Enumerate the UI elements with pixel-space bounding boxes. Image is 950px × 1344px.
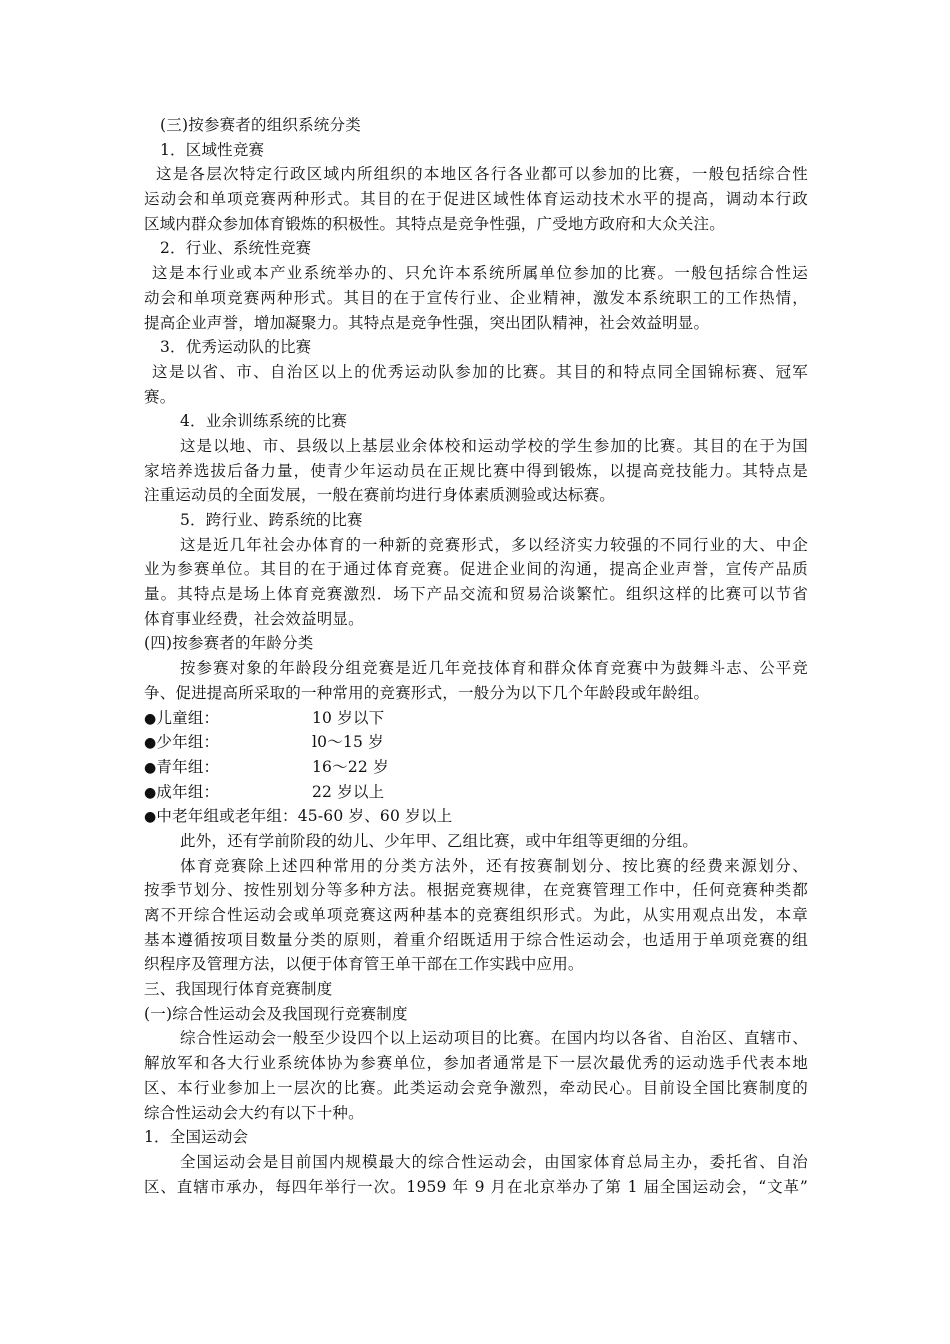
age-group-range: 16～22 岁: [312, 757, 389, 776]
bullet-icon: ●: [144, 759, 157, 776]
text-line: 区、直辖市承办，每四年举行一次。1959 年 9 月在北京举办了第 1 届全国运动会，“文革”: [144, 1177, 808, 1196]
text-block-organization: [144, 113, 808, 706]
text-line: 这是以省、市、自治区以上的优秀运动队参加的比赛。其目的和特点同全国锦标赛、冠军: [152, 362, 808, 381]
text-line: 按季节划分、按性别划分等多种方法。根据竞赛规律，在竞赛管理工作中，任何竞赛种类都: [144, 881, 808, 900]
age-group-label: 青年组：: [156, 757, 220, 776]
age-group-list: [144, 706, 808, 829]
bullet-icon: ●: [144, 809, 157, 826]
age-group-label-wrap: [144, 706, 312, 731]
text-line: 提高企业声誉，增加凝聚力。其特点是竞争性强，突出团队精神，社会效益明显。: [144, 313, 710, 332]
age-group-label: 中老年组或老年组：45-60 岁、60 岁以上: [156, 807, 453, 826]
text-line: 体育事业经费，社会效益明显。: [144, 609, 364, 628]
text-line: 综合性运动会一般至少设四个以上运动项目的比赛。在国内均以各省、自治区、直辖市、: [180, 1029, 808, 1048]
text-line: 1．区域性竞赛: [160, 140, 265, 159]
age-group-label-wrap: [144, 730, 312, 755]
age-group-item: [144, 780, 808, 805]
text-line: 全国运动会是目前国内规模最大的综合性运动会，由国家体育总局主办，委托省、自治: [180, 1152, 808, 1171]
text-line: 这是近几年社会办体育的一种新的竞赛形式，多以经济实力较强的不同行业的大、中企: [180, 535, 808, 554]
age-group-item: [144, 706, 808, 731]
text-line: 离不开综合性运动会或单项竞赛这两种基本的竞赛组织形式。为此，从实用观点出发，本章: [144, 906, 808, 924]
bullet-icon: ●: [144, 784, 157, 801]
text-line: 争、促进提高所采取的一种常用的竞赛形式，一般分为以下几个年龄段或年龄组。: [144, 683, 710, 702]
text-line: 运动会和单项竞赛两种形式。其目的在于促进区域性体育运动技术水平的提高，调动本行政: [144, 190, 808, 209]
text-line: (一)综合性运动会及我国现行竞赛制度: [144, 1004, 408, 1023]
text-line: 这是本行业或本产业系统举办的、只允许本系统所属单位参加的比赛。一般包括综合性运: [152, 264, 808, 283]
text-line: 基本遵循按项目数量分类的原则，着重介绍既适用于综合性运动会，也适用于单项竞赛的组: [144, 930, 808, 949]
text-line: 区、本行业参加上一层次的比赛。此类运动会竞争激烈，牵动民心。目前设全国比赛制度的: [144, 1078, 808, 1097]
text-line: 动会和单项竞赛两种形式。其目的在于宣传行业、企业精神，激发本系统职工的工作热情，: [144, 288, 808, 307]
bullet-icon: ●: [144, 735, 157, 752]
age-group-label-wrap: [144, 780, 312, 805]
text-line: 体育竞赛除上述四种常用的分类方法外，还有按赛制划分、按比赛的经费来源划分、: [180, 856, 808, 875]
age-group-item: [144, 730, 808, 755]
text-line: (三)按参赛者的组织系统分类: [160, 116, 361, 134]
age-group-label: 成年组：: [156, 782, 220, 801]
age-group-item: [144, 804, 808, 829]
bullet-icon: ●: [144, 710, 157, 727]
age-group-range: 10 岁以下: [312, 708, 385, 727]
text-line: 这是以地、市、县级以上基层业余体校和运动学校的学生参加的比赛。其目的在于为国: [180, 436, 808, 455]
text-line: 赛。: [144, 387, 176, 406]
text-line: 量。其特点是场上体育竞赛激烈．场下产品交流和贸易洽谈繁忙。组织这样的比赛可以节省: [144, 585, 808, 604]
text-line: 3．优秀运动队的比赛: [160, 338, 312, 357]
text-line: 4．业余训练系统的比赛: [180, 412, 348, 431]
text-line: 此外，还有学前阶段的幼儿、少年甲、乙组比赛，或中年组等更细的分组。: [180, 831, 699, 850]
document-page: [144, 113, 808, 1199]
text-line: 综合性运动会大约有以下十种。: [144, 1103, 364, 1122]
text-line: 织程序及管理方法，以便于体育管王单干部在工作实践中应用。: [144, 955, 584, 974]
text-line: 1．全国运动会: [144, 1128, 249, 1147]
age-group-range: l0～15 岁: [312, 733, 384, 752]
text-block-competition-system: [144, 829, 808, 1199]
text-line: 5．跨行业、跨系统的比赛: [180, 511, 363, 529]
age-group-label: 儿童组：: [156, 708, 220, 727]
text-line: 业为参赛单位。其目的在于通过体育竞赛。促进企业间的沟通，提高企业声誉，宣传产品质: [144, 560, 808, 579]
text-line: 三、我国现行体育竞赛制度: [144, 980, 333, 999]
text-line: 注重运动员的全面发展，一般在赛前均进行身体素质测验或达标赛。: [144, 486, 616, 505]
text-line: (四)按参赛者的年龄分类: [144, 634, 314, 653]
age-group-item: [144, 755, 808, 780]
text-line: 这是各层次特定行政区域内所组织的本地区各行各业都可以参加的比赛，一般包括综合性: [156, 165, 808, 184]
text-line: 区域内群众参加体育锻炼的积极性。其特点是竞争性强，广受地方政府和大众关注。: [144, 214, 725, 233]
text-line: 2．行业、系统性竞赛: [160, 239, 312, 258]
text-line: 解放军和各大行业系统体协为参赛单位，参加者通常是下一层次最优秀的运动选手代表本地: [144, 1054, 808, 1073]
text-line: 按参赛对象的年龄段分组竞赛是近几年竞技体育和群众体育竞赛中为鼓舞斗志、公平竞: [180, 659, 808, 678]
age-group-range: 22 岁以上: [312, 782, 385, 801]
age-group-label: 少年组：: [156, 733, 220, 752]
age-group-label-wrap: [144, 755, 312, 780]
text-line: 家培养选拔后备力量，使青少年运动员在正规比赛中得到锻炼，以提高竞技能力。其特点是: [144, 461, 808, 480]
